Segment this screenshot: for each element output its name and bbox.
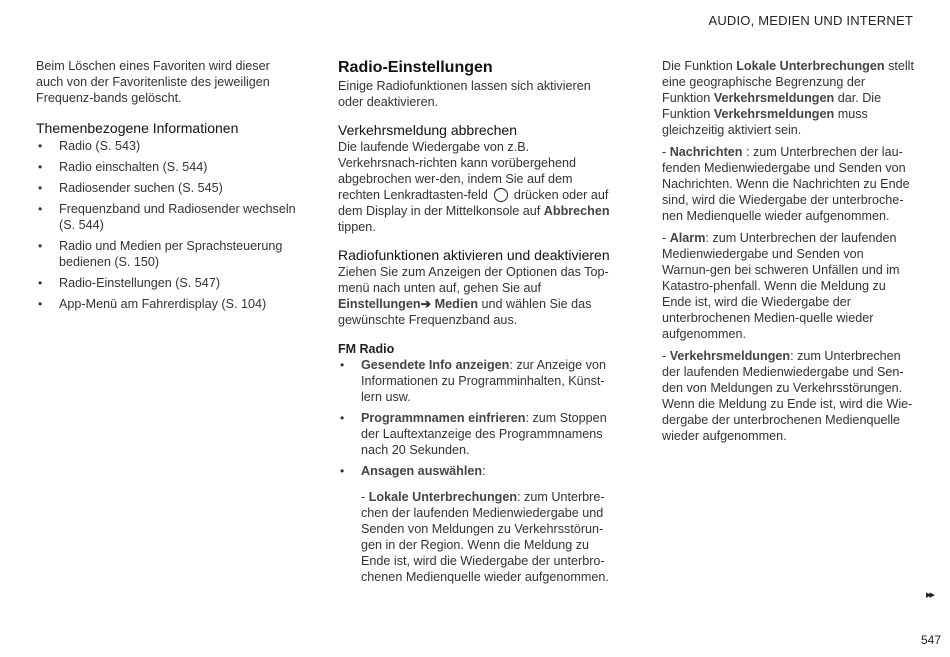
related-link[interactable]: • Radio-Einstellungen (S. 547) (38, 276, 221, 290)
column-right (662, 58, 914, 444)
bullet: • (38, 239, 43, 253)
fm-radio-heading: FM Radio (338, 342, 395, 356)
settings-label: Einstellungen (338, 297, 421, 311)
news-paragraph: - Nachrichten : zum Unterbrechen der lau-fenden Medienwiedergabe und Senden von Nachrichten. Wenn die Nachrichten zu Ende sind, wird die Wiedergabe der unterbroche-nen Medienquelle wieder aufgenommen. (662, 145, 910, 223)
continue-arrows-icon: ▸▸ (926, 589, 934, 601)
bullet: • (38, 139, 43, 153)
related-info-heading: Themenbezogene Informationen (36, 120, 239, 136)
steering-wheel-button-icon (494, 188, 508, 202)
media-label: Medien (434, 297, 479, 311)
local-interruptions-paragraph: - Lokale Unterbrechungen: zum Unterbre-chen der laufenden Medienwiedergabe und Senden von Meldungen zu Verkehrsstörun-gen in der Region. Wenn die Meldung zu Ende ist, wird die Wiedergabe der unterbro-chenen Medienquelle wieder aufgenommen. (361, 490, 609, 584)
section-header: AUDIO, MEDIEN UND INTERNET (708, 13, 913, 28)
bullet: • (340, 358, 345, 372)
bullet: • (38, 202, 43, 216)
column-middle (338, 58, 613, 585)
related-links-list (36, 138, 298, 312)
related-link[interactable]: • App-Menü am Fahrerdisplay (S. 104) (38, 297, 267, 311)
related-link[interactable]: • Radio und Medien per Sprachsteuerung bedienen (S. 150) (38, 239, 283, 269)
intro-paragraph: Beim Löschen eines Favoriten wird dieser auch von der Favoritenliste des jeweiligen Frequenz-bands gelöscht. (36, 59, 270, 105)
fm-option: • Programmnamen einfrieren: zum Stoppen der Lauftextanzeige des Programmnamens nach 20 Sekunden. (340, 411, 607, 457)
page-number: 547 (921, 633, 942, 647)
fm-option: • Ansagen auswählen: (340, 464, 486, 478)
related-link[interactable]: • Radio einschalten (S. 544) (38, 160, 208, 174)
bullet: • (38, 276, 43, 290)
traffic-paragraph: Die laufende Wiedergabe von z.B. Verkehrsnach-richten kann vorübergehend abgebrochen wer-den, indem Sie auf dem rechten Lenkradtasten-feld drücken oder auf dem Display in der Mittelkonsole auf Abbrechen tippen. (338, 140, 610, 234)
bullet: • (340, 411, 345, 425)
column-left (36, 58, 298, 317)
related-link[interactable]: • Radiosender suchen (S. 545) (38, 181, 223, 195)
cancel-label: Abbrechen (543, 204, 610, 218)
functions-paragraph: Ziehen Sie zum Anzeigen der Optionen das Top-menü nach unten auf, gehen Sie auf Einstellungen➔ Medien und wählen Sie das gewünschte Frequenzband aus. (338, 265, 609, 327)
bullet: • (340, 464, 345, 478)
bullet: • (38, 160, 43, 174)
functions-heading: Radiofunktionen aktivieren und deaktivieren (338, 247, 610, 263)
alarm-paragraph: - Alarm: zum Unterbrechen der laufenden Medienwiedergabe und Senden von Warnun-gen bei schweren Unfällen und im Katastro-phenfall. Wenn die Meldung zu Ende ist, wird die Wiedergabe der unterbrochenen Medien-quelle wieder aufgenommen. (662, 231, 900, 341)
traffic-announcements-paragraph: - Verkehrsmeldungen: zum Unterbrechen der laufenden Medienwiedergabe und Sen-den von Meldungen zu Verkehrsstörungen. Wenn die Meldung zu Ende ist, wird die Wie-dergabe der unterbrochenen Medienquelle wieder aufgenommen. (662, 349, 913, 443)
fm-options-list (338, 357, 613, 479)
page-title: Radio-Einstellungen (338, 59, 493, 76)
title-intro: Einige Radiofunktionen lassen sich aktivieren oder deaktivieren. (338, 79, 591, 109)
local-interruptions-note: Die Funktion Lokale Unterbrechungen stellt eine geographische Begrenzung der Funktion Verkehrsmeldungen dar. Die Funktion Verkehrsmeldungen muss gleichzeitig aktiviert sein. (662, 59, 914, 137)
arrow-right-icon: ➔ (420, 297, 432, 311)
related-link[interactable]: • Radio (S. 543) (38, 139, 141, 153)
related-link[interactable]: • Frequenzband und Radiosender wechseln (S. 544) (38, 202, 296, 232)
traffic-heading: Verkehrsmeldung abbrechen (338, 122, 518, 138)
fm-option: • Gesendete Info anzeigen: zur Anzeige von Informationen zu Programminhalten, Künst-lern usw. (340, 358, 606, 404)
bullet: • (38, 181, 43, 195)
bullet: • (38, 297, 43, 311)
